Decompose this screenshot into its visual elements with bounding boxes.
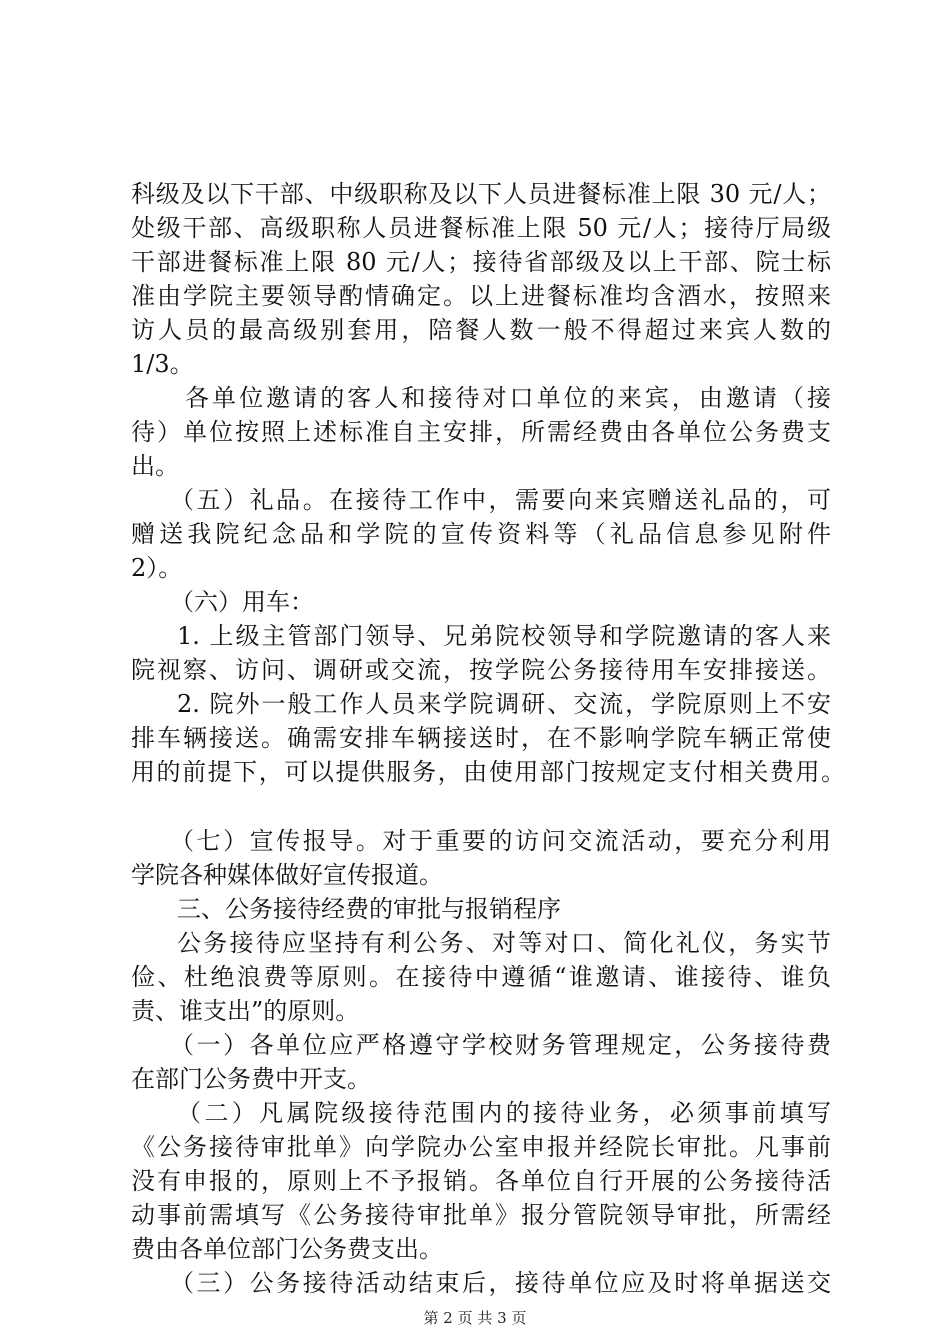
text-line: 院视察、访问、调研或交流，按学院公务接待用车安排接送。 xyxy=(131,656,831,684)
text-line: 排车辆接送。确需安排车辆接送时，在不影响学院车辆正常使 xyxy=(131,724,831,752)
text-line: 《公务接待审批单》向学院办公室申报并经院长审批。凡事前 xyxy=(131,1133,831,1161)
text-line: 待）单位按照上述标准自主安排，所需经费由各单位公务费支 xyxy=(131,418,831,446)
text-line: （三）公务接待活动结束后，接待单位应及时将单据送交 xyxy=(170,1269,831,1297)
text-line: 处级干部、高级职称人员进餐标准上限 50 元/人；接待厅局级 xyxy=(131,214,831,242)
text-line: （一）各单位应严格遵守学校财务管理规定，公务接待费 xyxy=(170,1031,831,1059)
text-line: （六）用车： xyxy=(170,588,314,616)
text-line: 准由学院主要领导酌情确定。以上进餐标准均含酒水，按照来 xyxy=(131,282,831,310)
text-line: 俭、杜绝浪费等原则。在接待中遵循“谁邀请、谁接待、谁负 xyxy=(131,963,831,991)
text-line: （二）凡属院级接待范围内的接待业务，必须事前填写 xyxy=(177,1099,831,1127)
text-line: 赠送我院纪念品和学院的宣传资料等（礼品信息参见附件 xyxy=(131,520,831,548)
text-line: 科级及以下干部、中级职称及以下人员进餐标准上限 30 元/人； xyxy=(131,180,831,208)
text-line: 2. 院外一般工作人员来学院调研、交流，学院原则上不安 xyxy=(177,690,831,718)
text-line: 干部进餐标准上限 80 元/人；接待省部级及以上干部、院士标 xyxy=(131,248,831,276)
text-line: 公务接待应坚持有利公务、对等对口、简化礼仪，务实节 xyxy=(177,929,831,957)
text-line: 在部门公务费中开支。 xyxy=(131,1065,371,1093)
text-line: （七）宣传报导。对于重要的访问交流活动，要充分利用 xyxy=(170,827,831,855)
text-line: 出。 xyxy=(131,452,179,480)
text-line: 费由各单位部门公务费支出。 xyxy=(131,1235,443,1263)
page-number-footer: 第 2 页 共 3 页 xyxy=(423,1309,527,1327)
text-line: 用的前提下，可以提供服务，由使用部门按规定支付相关费用。 xyxy=(131,758,845,786)
text-line: 1. 上级主管部门领导、兄弟院校领导和学院邀请的客人来 xyxy=(177,622,831,650)
text-line: 2）。 xyxy=(131,554,183,582)
text-line: 学院各种媒体做好宣传报道。 xyxy=(131,861,443,889)
text-line: 没有申报的，原则上不予报销。各单位自行开展的公务接待活 xyxy=(131,1167,831,1195)
text-line: （五）礼品。在接待工作中，需要向来宾赠送礼品的，可 xyxy=(170,486,831,514)
text-line: 1/3。 xyxy=(131,350,194,378)
text-line: 责、谁支出”的原则。 xyxy=(131,997,360,1025)
text-line: 动事前需填写《公务接待审批单》报分管院领导审批，所需经 xyxy=(131,1201,831,1229)
text-line: 各单位邀请的客人和接待对口单位的来宾，由邀请（接 xyxy=(185,384,831,412)
section-heading: 三、公务接待经费的审批与报销程序 xyxy=(177,895,561,923)
text-line: 访人员的最高级别套用，陪餐人数一般不得超过来宾人数的 xyxy=(131,316,831,344)
